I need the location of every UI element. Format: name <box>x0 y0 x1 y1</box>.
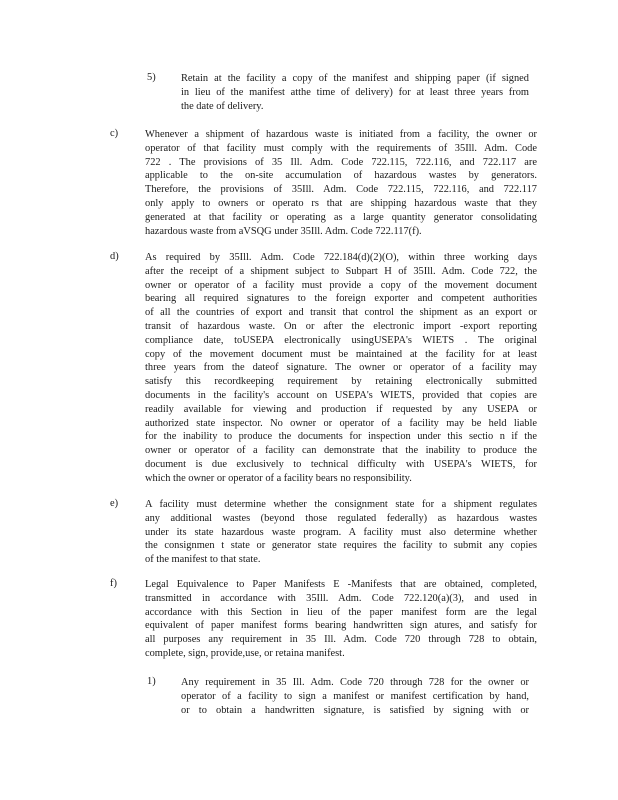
text-line: or to obtain a handwritten signature, is satisfied by signing with or <box>181 704 529 716</box>
text-line: Legal Equivalence to Paper Manifests E -Manifests that are obtained, completed, <box>145 579 537 590</box>
text-line: A facility must determine whether the consignment state for a shipment regulates <box>145 499 537 510</box>
text-line: Any requirement in 35 Ill. Adm. Code 720 through 728 for the owner or <box>181 677 529 688</box>
text-line: complete, sign, provide,use, or retaina manifest. <box>145 647 345 659</box>
text-line: compliance date, toUSEPA electronically usingUSEPA's WIETS . The original <box>145 334 537 346</box>
item-marker: 1) <box>147 676 156 687</box>
item-marker: c) <box>110 128 119 139</box>
item-marker: f) <box>110 578 117 589</box>
text-line: after the receipt of a shipment subject to Subpart H of 35Ill. Adm. Code 722, the <box>145 265 537 277</box>
text-line: 722 . The provisions of 35 Ill. Adm. Code 722.115, 722.116, and 722.117 are <box>145 156 537 168</box>
text-line: Retain at the facility a copy of the manifest and shipping paper (if signed <box>181 73 529 84</box>
item-marker: d) <box>110 251 119 262</box>
text-line: authorized state inspector. No owner or operator of a facility may be held liable <box>145 417 537 429</box>
text-line: in lieu of the manifest atthe time of delivery) for at least three years from <box>181 86 529 98</box>
text-line: Therefore, the provisions of 35Ill. Adm. Code 722.115, 722.116, and 722.117 <box>145 184 537 196</box>
text-line: which the owner or operator of a facility bears no responsibility. <box>145 472 412 484</box>
text-line: hazardous waste from aVSQG under 35Ill. Adm. Code 722.117(f). <box>145 225 422 237</box>
text-line: of the manifest to that state. <box>145 554 261 566</box>
text-line: owner or operator of a facility must provide a copy of the movement document <box>145 279 537 291</box>
text-line: As required by 35Ill. Adm. Code 722.184(d)(2)(O), within three working days <box>145 252 537 263</box>
text-line: of all the countries of export and transit that control the shipment as an export or <box>145 307 537 319</box>
text-line: generated at that facility or operating as a large quantity generator consolidating <box>145 211 537 223</box>
paragraph-text <box>181 676 529 717</box>
text-line: transit of hazardous waste. On or after the electronic import -export reporting <box>145 320 537 332</box>
paragraph-text <box>181 72 529 113</box>
text-line: satisfy this recordkeeping requirement by retaining electronically submitted <box>145 376 537 388</box>
text-line: document is due exclusively to technical difficulty with USEPA's WIETS, for <box>145 458 537 470</box>
text-line: applicable to the on-site accumulation of hazardous wastes by generators. <box>145 170 537 182</box>
text-line: transmitted in accordance with 35Ill. Adm. Code 722.120(a)(3), and used in <box>145 592 537 604</box>
text-line: for the inability to produce the documents for inspection under this sectio n if the <box>145 431 537 443</box>
text-line: the consignmen t state or generator state requires the facility to submit any copies <box>145 540 537 552</box>
text-line: the date of delivery. <box>181 100 264 112</box>
text-line: only apply to owners or operato rs that are shipping hazardous waste that they <box>145 197 537 209</box>
paragraph-text <box>145 498 537 567</box>
text-line: owner or operator of a facility can demonstrate that the inability to produce the <box>145 445 537 457</box>
paragraph-text <box>145 251 537 486</box>
text-line: equivalent of paper manifest forms bearing handwritten sign atures, and satisfy for <box>145 620 537 632</box>
text-line: readily available for viewing and production if requested by any USEPA or <box>145 403 537 415</box>
text-line: any additional wastes (beyond those regulated federally) as hazardous wastes <box>145 512 537 524</box>
paragraph-text <box>145 128 537 238</box>
text-line: copy of the movement document must be maintained at the facility for at least <box>145 348 537 360</box>
text-line: three years from the dateof signature. The owner or operator of a facility may <box>145 362 537 374</box>
text-line: under its state hazardous waste program. A facility must also determine whether <box>145 526 537 538</box>
item-marker: e) <box>110 498 119 509</box>
text-line: operator of that facility must comply with the requirements of 35Ill. Adm. Code <box>145 142 537 154</box>
text-line: Whenever a shipment of hazardous waste is initiated from a facility, the owner or <box>145 129 537 140</box>
text-line: documents in the facility's account on USEPA's WIETS, provided that copies are <box>145 389 537 401</box>
paragraph-text <box>145 578 537 661</box>
item-marker: 5) <box>147 72 156 83</box>
text-line: operator of a facility to sign a manifest or manifest certification by hand, <box>181 690 529 702</box>
text-line: all purposes any requirement in 35 Ill. Adm. Code 720 through 728 to obtain, <box>145 634 537 646</box>
text-line: bearing all required signatures to the foreign exporter and competent authorities <box>145 293 537 305</box>
text-line: accordance with this Section in lieu of the paper manifest form are the legal <box>145 606 537 618</box>
